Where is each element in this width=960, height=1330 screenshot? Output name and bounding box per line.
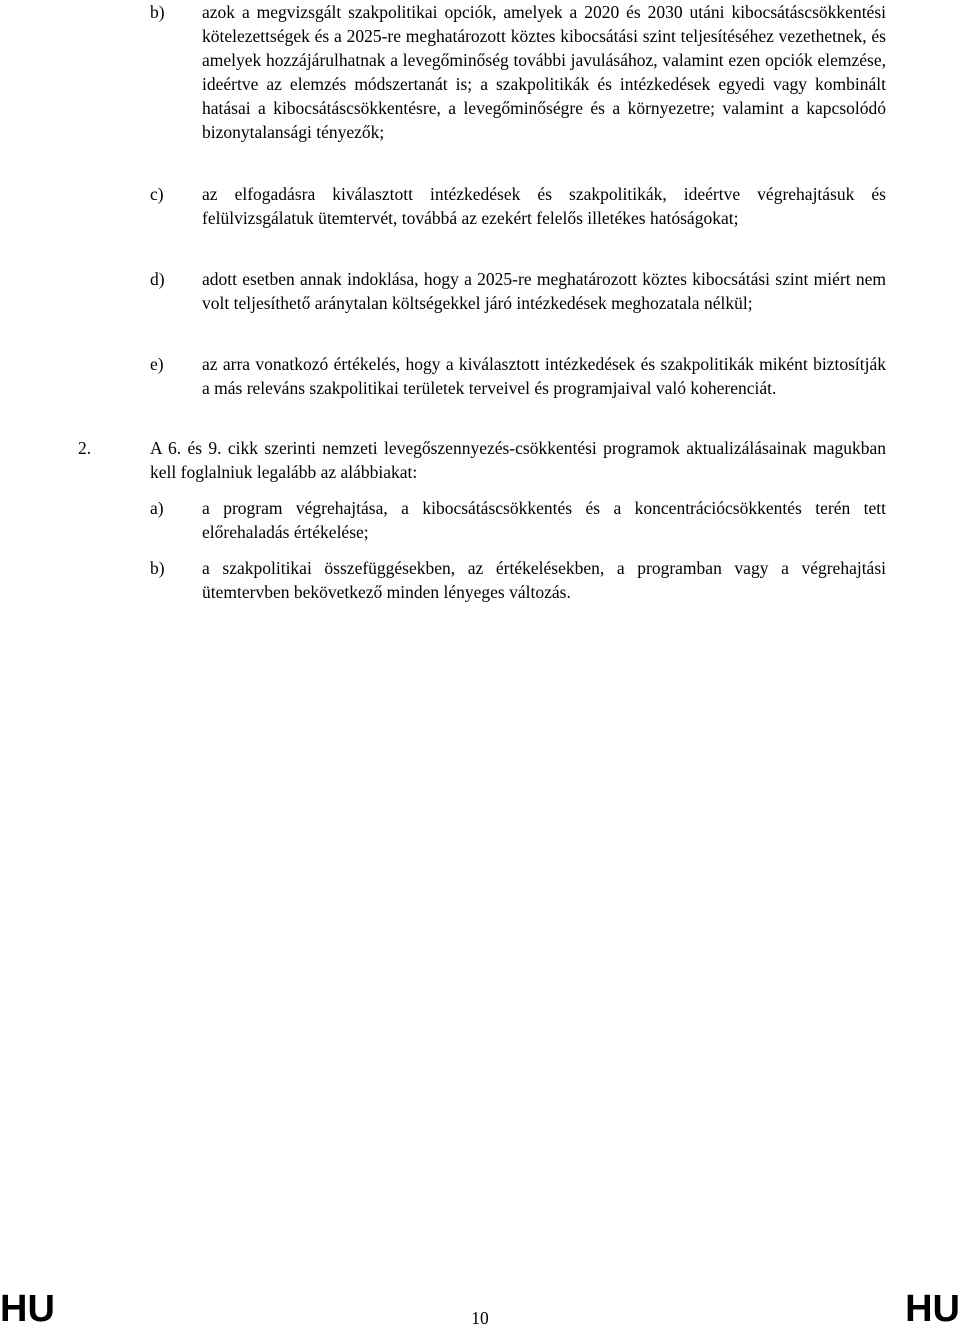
list-item-text: a program végrehajtása, a kibocsátáscsökkentés és a koncentrációcsökkentés terén tett előrehaladás értékelése; xyxy=(202,498,886,542)
list-marker: e) xyxy=(150,354,164,374)
list-item-text: azok a megvizsgált szakpolitikai opciók, amelyek a 2020 és 2030 utáni kibocsátáscsökkentési kötelezettségek és a 2025-re meghatározott köztes kibocsátási szint teljesítéséhez vezethetnek, és amelyek hozzájárulhatnak a levegőminőség további javulásához, valamint ezen opciók elemzése, ideértve az elemzés módszertanát is; a szakpolitikák és intézkedések egyedi vagy kombinált hatásai a kibocsátáscsökkentésre, a levegőminőségre és a környezetre; valamint a kapcsolódó bizonytalansági tényezők; xyxy=(202,2,886,142)
list-item-text: az arra vonatkozó értékelés, hogy a kiválasztott intézkedések és szakpolitikák miként biztosítják a más releváns szakpolitikai területek terveivel és programjaival való koherenciát. xyxy=(202,354,886,398)
section-text: A 6. és 9. cikk szerinti nemzeti levegőszennyezés-csökkentési programok aktualizálásainak magukban kell foglalniuk legalább az alábbiakat: xyxy=(150,438,886,482)
list-marker: a) xyxy=(150,498,164,518)
list-item-text: a szakpolitikai összefüggésekben, az értékelésekben, a programban vagy a végrehajtási ütemtervben bekövetkező minden lényeges változás. xyxy=(202,558,886,602)
list-marker: d) xyxy=(150,269,165,289)
list-item-text: adott esetben annak indoklása, hogy a 2025-re meghatározott köztes kibocsátási szint miért nem volt teljesíthető aránytalan költségekkel járó intézkedések meghozatala nélkül; xyxy=(202,269,886,313)
list-marker: b) xyxy=(150,2,165,22)
list-marker: b) xyxy=(150,558,165,578)
footer-language-right: HU xyxy=(905,1288,960,1330)
list-marker: c) xyxy=(150,184,164,204)
footer-language-left: HU xyxy=(0,1288,55,1330)
section-number: 2. xyxy=(78,438,92,458)
page-number: 10 xyxy=(471,1308,489,1328)
list-item-text: az elfogadásra kiválasztott intézkedések és szakpolitikák, ideértve végrehajtásuk és felülvizsgálatuk ütemtervét, továbbá az ezekért felelős illetékes hatóságokat; xyxy=(202,184,886,228)
